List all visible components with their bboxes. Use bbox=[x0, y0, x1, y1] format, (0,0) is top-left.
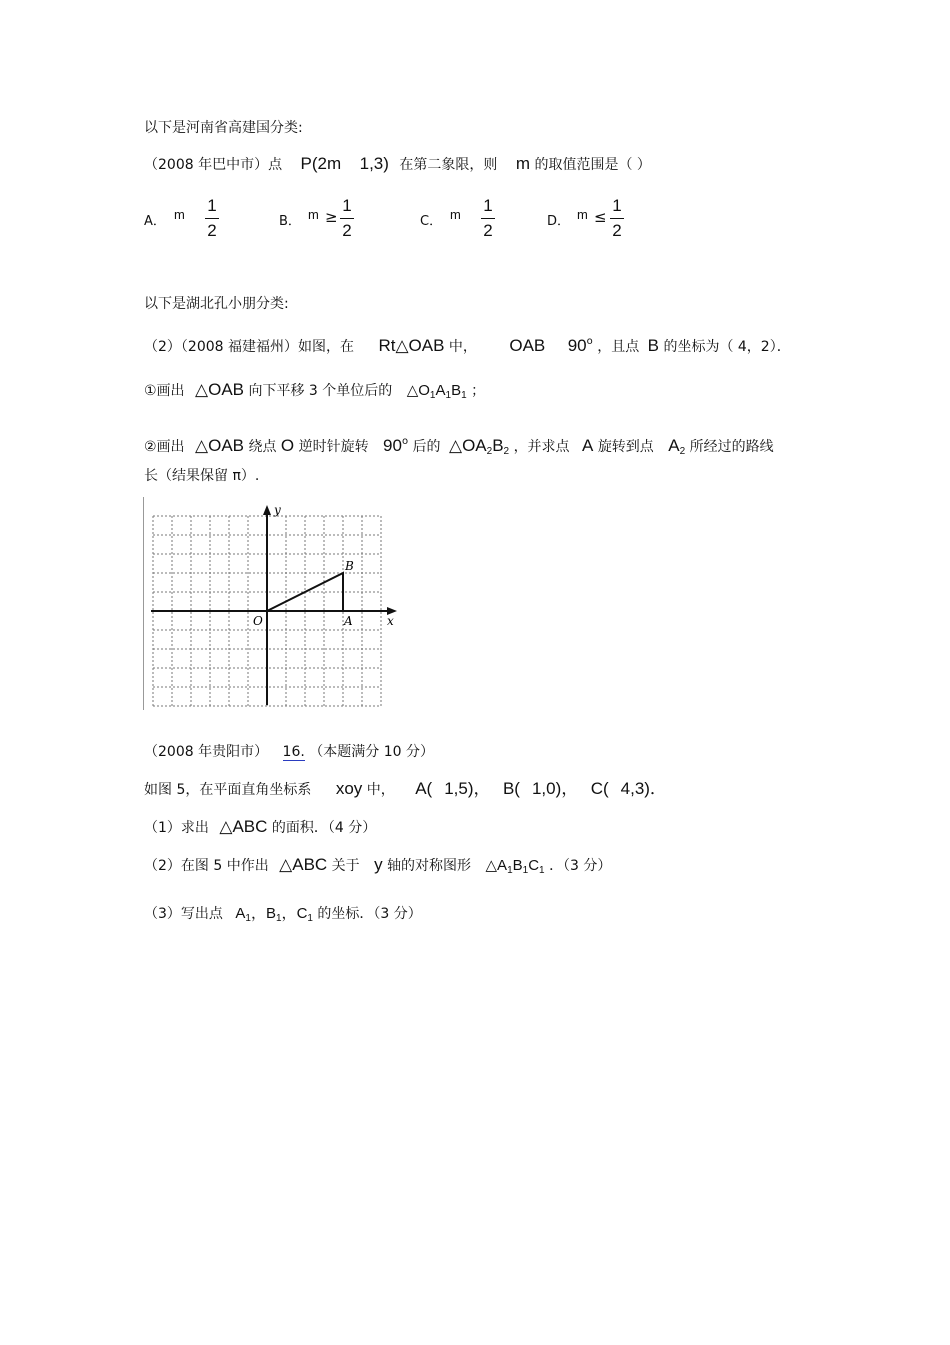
section-heading-henan: 以下是河南省高建国分类: bbox=[144, 120, 303, 136]
q2-triangle: △ABC bbox=[279, 855, 328, 874]
option-b-fraction bbox=[340, 196, 354, 241]
step2-result: $\triangle OA_2B_2$ bbox=[449, 436, 510, 457]
rotation-angle: 90 bbox=[383, 436, 402, 455]
step1-triangle: △OAB bbox=[195, 380, 244, 399]
fraction-denominator: 2 bbox=[483, 221, 493, 240]
point-o: O bbox=[280, 436, 295, 455]
label-o: O bbox=[253, 614, 263, 628]
text-zhong: 中， bbox=[448, 339, 477, 355]
question-number: 16. bbox=[282, 744, 305, 760]
fraction-denominator: 2 bbox=[612, 221, 622, 240]
step2-text-c: 后的 bbox=[412, 439, 441, 455]
xoy: xoy bbox=[335, 779, 363, 798]
q3-points: $A_1$，$B_1$，$C_1$ bbox=[235, 905, 313, 924]
sub-question-2 bbox=[144, 855, 611, 881]
b-coordinates: 的坐标为（ 4，2）． bbox=[663, 339, 791, 355]
option-d-fraction bbox=[610, 196, 624, 241]
fraction-numerator: 1 bbox=[207, 196, 217, 215]
label-b: B bbox=[345, 559, 354, 573]
label-x: x bbox=[387, 614, 394, 628]
option-d-expr: m bbox=[577, 207, 588, 222]
option-c-letter: C． bbox=[420, 214, 443, 229]
q3-text-b: 的坐标．（3 分） bbox=[317, 906, 422, 922]
q3-text-a: （3）写出点 bbox=[144, 906, 223, 922]
step2-text-d: ，并求点 bbox=[513, 439, 570, 455]
step2-text-a: 绕点 bbox=[248, 439, 277, 455]
section-heading-hubei: 以下是湖北孔小朋分类: bbox=[144, 296, 289, 312]
fraction-denominator: 2 bbox=[342, 221, 352, 240]
sub-question-3 bbox=[144, 904, 422, 929]
angle-oab: OAB bbox=[509, 336, 546, 355]
fraction-numerator: 1 bbox=[483, 196, 493, 215]
option-b-expr: m bbox=[308, 207, 319, 222]
question-score: （本题满分 10 分） bbox=[309, 744, 434, 760]
step1-end: ； bbox=[471, 383, 486, 399]
point-a-coord: A( 1,5)， bbox=[415, 779, 491, 798]
step2-text-f: 所经过的路线 bbox=[689, 439, 774, 455]
option-a-letter: A． bbox=[144, 214, 166, 229]
point-b-coord: B( 1,0)， bbox=[502, 779, 579, 798]
coordinate-grid-figure bbox=[143, 497, 405, 710]
point-a2: $A_2$ bbox=[668, 436, 686, 457]
degree-mark: o bbox=[586, 336, 593, 347]
var-m: m bbox=[515, 154, 530, 173]
q2-result: $\triangle A_1B_1C_1$ bbox=[485, 857, 545, 876]
option-b-letter: B． bbox=[279, 214, 301, 229]
option-c-fraction bbox=[481, 196, 495, 241]
question-bazhong bbox=[144, 154, 651, 175]
option-d-rel: ≤ bbox=[594, 208, 607, 226]
q1-text-a: （1）求出 bbox=[144, 820, 209, 836]
figure-background bbox=[143, 497, 405, 710]
question-fuzhou bbox=[144, 332, 791, 357]
option-a-expr: m bbox=[174, 207, 185, 222]
fraction-denominator: 2 bbox=[207, 221, 217, 240]
angle-value: 90 bbox=[567, 336, 587, 355]
step-2 bbox=[144, 432, 774, 462]
text-after: ，且点 bbox=[597, 339, 640, 355]
degree-mark: o bbox=[401, 436, 409, 447]
q2-text-c: 轴的对称图形 bbox=[387, 858, 472, 874]
sub-question-1 bbox=[144, 817, 376, 838]
step-1 bbox=[144, 380, 485, 406]
q2-text-d: ．（3 分） bbox=[549, 858, 612, 874]
question-source: （2008 年贵阳市） bbox=[144, 744, 269, 760]
option-d-letter: D． bbox=[547, 214, 571, 229]
q1-triangle: △ABC bbox=[219, 817, 268, 836]
point-c-coord: C( 4,3)． bbox=[590, 779, 667, 798]
question-mid: 在第二象限，则 bbox=[399, 157, 498, 173]
point-b: B bbox=[647, 336, 659, 355]
label-a: A bbox=[344, 614, 353, 628]
question-guiyang bbox=[144, 742, 434, 762]
step2-text-e: 旋转到点 bbox=[597, 439, 654, 455]
q2-text-a: （2）在图 5 中作出 bbox=[144, 858, 269, 874]
option-c-expr: m bbox=[450, 207, 461, 222]
step-2-line2: 长（结果保留 π）. bbox=[144, 468, 260, 484]
step2-text-b: 逆时针旋转 bbox=[298, 439, 369, 455]
question-intro: （2）（2008 福建福州）如图，在 bbox=[144, 339, 354, 355]
label-y: y bbox=[274, 503, 281, 517]
question-guiyang-stem bbox=[144, 779, 667, 800]
fraction-numerator: 1 bbox=[342, 196, 352, 215]
y-axis-name: y bbox=[374, 855, 383, 874]
triangle-rt-oab: Rt△OAB bbox=[378, 336, 445, 355]
point-p-rest: 1,3) bbox=[359, 154, 389, 173]
option-a-fraction bbox=[205, 196, 219, 241]
question-source: （2008 年巴中市）点 bbox=[144, 157, 283, 173]
step1-mid: 向下平移 3 个单位后的 bbox=[248, 383, 393, 399]
step2-triangle: △OAB bbox=[195, 436, 244, 455]
option-b-rel: ≥ bbox=[325, 208, 338, 226]
question-end: 的取值范围是（ ） bbox=[534, 157, 651, 173]
step2-prefix: ②画出 bbox=[144, 439, 185, 455]
step1-result: $\triangle O_1A_1B_1$ bbox=[406, 382, 467, 401]
point-p: P(2m bbox=[300, 154, 342, 173]
stem-text-a: 如图 5，在平面直角坐标系 bbox=[144, 782, 312, 798]
q1-text-b: 的面积．（4 分） bbox=[271, 820, 377, 836]
stem-text-b: 中， bbox=[366, 782, 395, 798]
fraction-numerator: 1 bbox=[612, 196, 622, 215]
q2-text-b: 关于 bbox=[331, 858, 360, 874]
step1-prefix: ①画出 bbox=[144, 383, 185, 399]
point-a: A bbox=[582, 436, 594, 455]
